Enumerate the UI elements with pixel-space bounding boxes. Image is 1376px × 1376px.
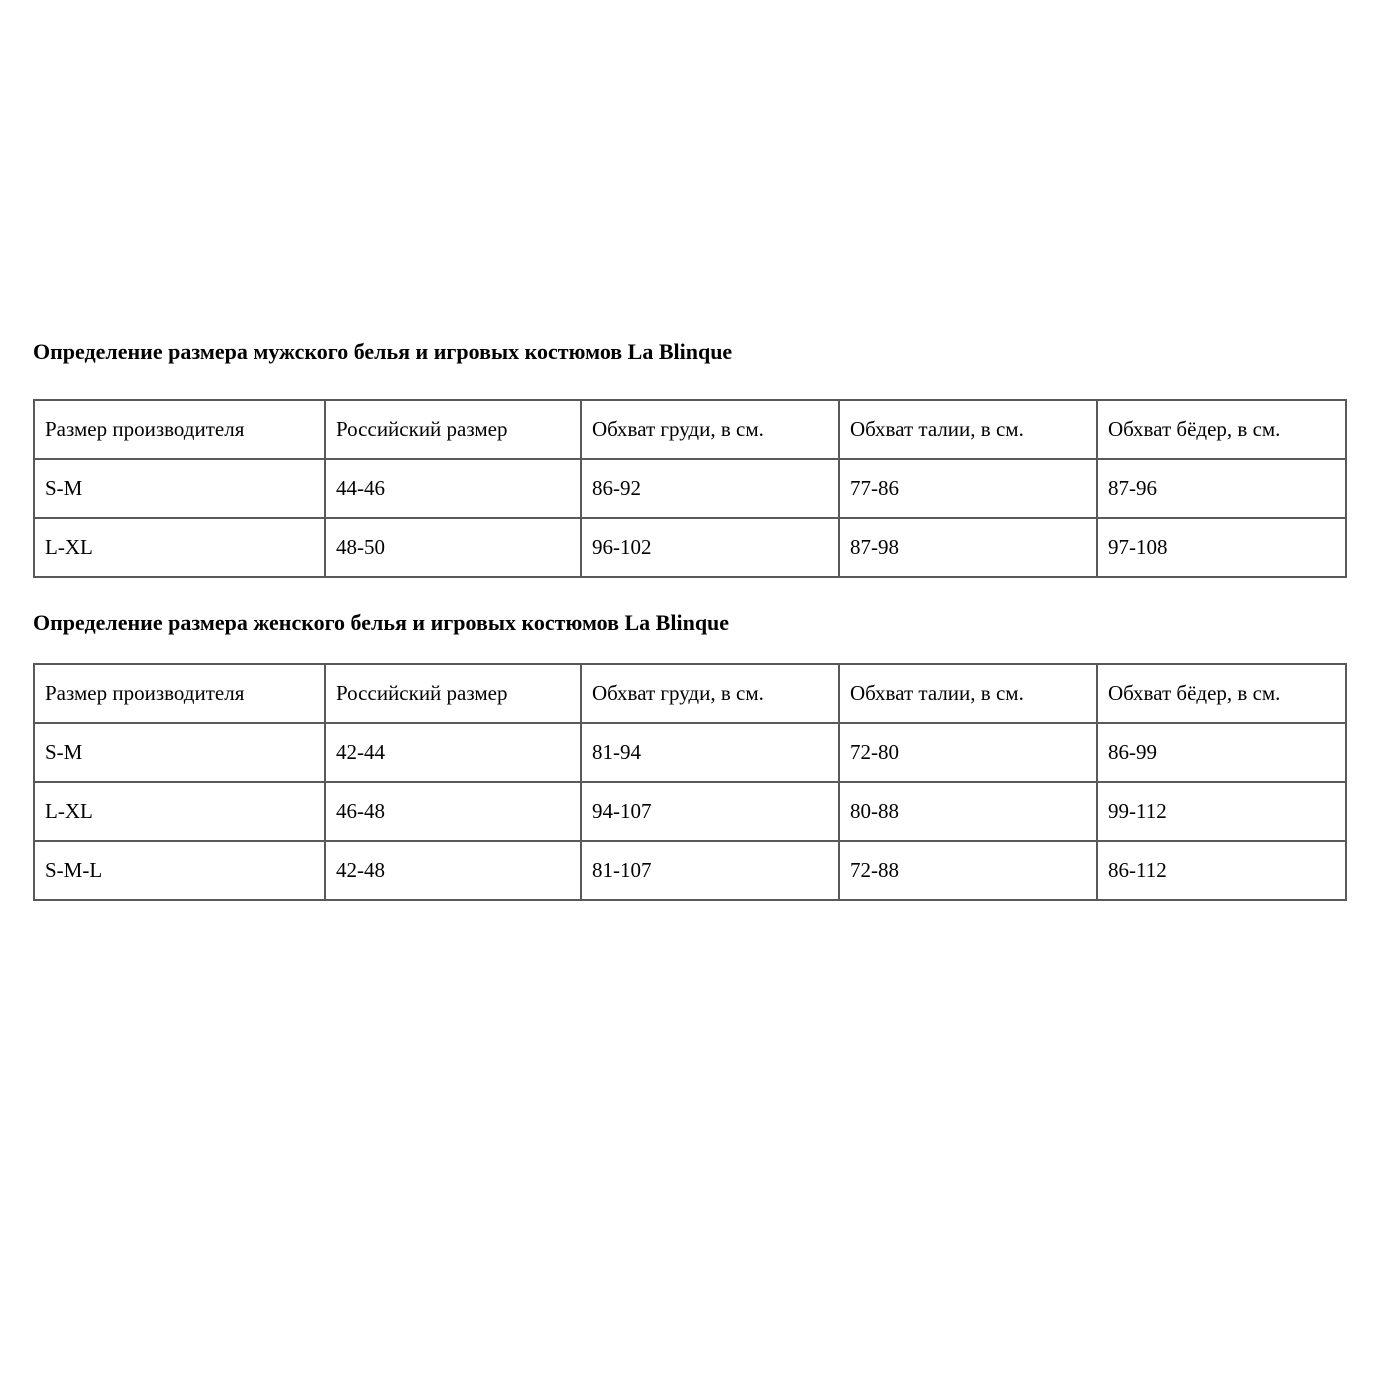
table-cell: 86-92 bbox=[581, 459, 839, 518]
table-cell: 96-102 bbox=[581, 518, 839, 577]
womens-size-table bbox=[33, 663, 1347, 901]
mens-table-heading: Определение размера мужского белья и игровых костюмов La Blinque bbox=[33, 339, 733, 364]
table-cell: 86-99 bbox=[1097, 723, 1346, 782]
table-cell: 94-107 bbox=[581, 782, 839, 841]
table-cell: 99-112 bbox=[1097, 782, 1346, 841]
table-cell: S-M-L bbox=[34, 841, 325, 900]
table-cell: L-XL bbox=[34, 518, 325, 577]
table-cell: 77-86 bbox=[839, 459, 1097, 518]
table-cell: L-XL bbox=[34, 782, 325, 841]
table-cell: 87-98 bbox=[839, 518, 1097, 577]
column-header: Размер производителя bbox=[34, 400, 325, 459]
table-cell: 80-88 bbox=[839, 782, 1097, 841]
column-header: Обхват талии, в см. bbox=[839, 664, 1097, 723]
womens-table-heading: Определение размера женского белья и игровых костюмов La Blinque bbox=[33, 610, 730, 635]
table-cell: 81-94 bbox=[581, 723, 839, 782]
table-header-row bbox=[34, 400, 1346, 459]
column-header: Обхват груди, в см. bbox=[581, 664, 839, 723]
table-row bbox=[34, 518, 1346, 577]
table-header-row bbox=[34, 664, 1346, 723]
table-row bbox=[34, 459, 1346, 518]
table-cell: 46-48 bbox=[325, 782, 581, 841]
column-header: Российский размер bbox=[325, 664, 581, 723]
table-cell: 72-88 bbox=[839, 841, 1097, 900]
column-header: Размер производителя bbox=[34, 664, 325, 723]
table-cell: 86-112 bbox=[1097, 841, 1346, 900]
table-cell: 97-108 bbox=[1097, 518, 1346, 577]
table-cell: 48-50 bbox=[325, 518, 581, 577]
column-header: Российский размер bbox=[325, 400, 581, 459]
table-row bbox=[34, 723, 1346, 782]
table-row bbox=[34, 841, 1346, 900]
table-cell: S-M bbox=[34, 723, 325, 782]
table-cell: 42-48 bbox=[325, 841, 581, 900]
table-cell: 81-107 bbox=[581, 841, 839, 900]
mens-size-table bbox=[33, 399, 1347, 578]
table-cell: 87-96 bbox=[1097, 459, 1346, 518]
column-header: Обхват талии, в см. bbox=[839, 400, 1097, 459]
table-cell: 42-44 bbox=[325, 723, 581, 782]
table-cell: S-M bbox=[34, 459, 325, 518]
column-header: Обхват груди, в см. bbox=[581, 400, 839, 459]
column-header: Обхват бёдер, в см. bbox=[1097, 400, 1346, 459]
column-header: Обхват бёдер, в см. bbox=[1097, 664, 1346, 723]
table-cell: 72-80 bbox=[839, 723, 1097, 782]
table-cell: 44-46 bbox=[325, 459, 581, 518]
table-row bbox=[34, 782, 1346, 841]
